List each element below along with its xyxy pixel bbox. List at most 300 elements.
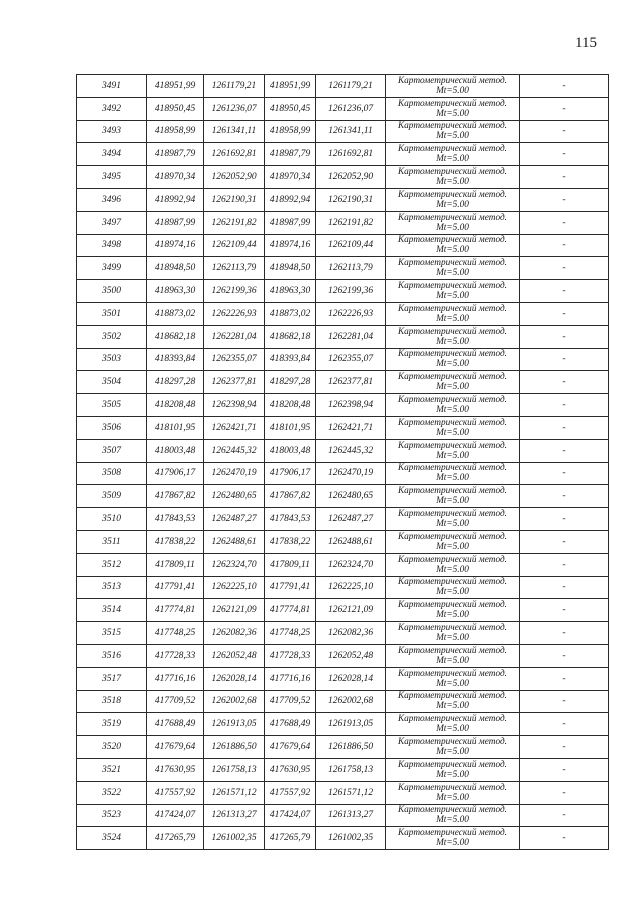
table-row bbox=[77, 758, 609, 781]
cell-y-new: 1261692,81 bbox=[316, 143, 386, 166]
cell-y-new: 1262225,10 bbox=[316, 576, 386, 599]
cell-y-existing: 1262487,27 bbox=[204, 508, 265, 531]
cell-x-existing: 418948,50 bbox=[147, 257, 204, 280]
cell-point-number: 3491 bbox=[77, 75, 147, 98]
cell-method bbox=[386, 280, 520, 303]
cell-y-existing: 1262480,65 bbox=[204, 485, 265, 508]
table-row bbox=[77, 667, 609, 690]
cell-point-number: 3510 bbox=[77, 508, 147, 531]
method-name: Картометрический метод. bbox=[397, 531, 508, 542]
cell-y-existing: 1262445,32 bbox=[204, 439, 265, 462]
method-accuracy: Mt=5.00 bbox=[436, 268, 469, 279]
cell-point-number: 3496 bbox=[77, 188, 147, 211]
cell-x-new: 417265,79 bbox=[265, 827, 316, 850]
cell-y-new: 1262281,04 bbox=[316, 325, 386, 348]
table-row bbox=[77, 188, 609, 211]
table-row bbox=[77, 530, 609, 553]
cell-x-existing: 418393,84 bbox=[147, 348, 204, 371]
cell-y-existing: 1262028,14 bbox=[204, 667, 265, 690]
cell-x-new: 418950,45 bbox=[265, 97, 316, 120]
cell-point-number: 3521 bbox=[77, 758, 147, 781]
cell-y-new: 1262190,31 bbox=[316, 188, 386, 211]
cell-y-new: 1261758,13 bbox=[316, 758, 386, 781]
cell-y-new: 1261236,07 bbox=[316, 97, 386, 120]
method-accuracy: Mt=5.00 bbox=[436, 382, 469, 393]
cell-y-new: 1261179,21 bbox=[316, 75, 386, 98]
cell-description: - bbox=[520, 143, 609, 166]
method-accuracy: Mt=5.00 bbox=[436, 678, 469, 689]
cell-x-existing: 417838,22 bbox=[147, 530, 204, 553]
cell-x-existing: 418101,95 bbox=[147, 416, 204, 439]
cell-x-new: 418951,99 bbox=[265, 75, 316, 98]
cell-description: - bbox=[520, 439, 609, 462]
cell-description: - bbox=[520, 576, 609, 599]
cell-point-number: 3497 bbox=[77, 211, 147, 234]
method-accuracy: Mt=5.00 bbox=[436, 245, 469, 256]
cell-x-existing: 418873,02 bbox=[147, 302, 204, 325]
cell-point-number: 3507 bbox=[77, 439, 147, 462]
cell-x-new: 417557,92 bbox=[265, 781, 316, 804]
cell-x-new: 418208,48 bbox=[265, 394, 316, 417]
cell-method bbox=[386, 462, 520, 485]
cell-y-existing: 1261313,27 bbox=[204, 804, 265, 827]
cell-point-number: 3498 bbox=[77, 234, 147, 257]
table-row bbox=[77, 120, 609, 143]
cell-y-existing: 1261236,07 bbox=[204, 97, 265, 120]
cell-method bbox=[386, 804, 520, 827]
cell-method bbox=[386, 120, 520, 143]
method-accuracy: Mt=5.00 bbox=[436, 541, 469, 552]
cell-method bbox=[386, 302, 520, 325]
cell-y-new: 1261886,50 bbox=[316, 736, 386, 759]
cell-description: - bbox=[520, 736, 609, 759]
cell-method bbox=[386, 553, 520, 576]
method-accuracy: Mt=5.00 bbox=[436, 838, 469, 849]
cell-x-existing: 418208,48 bbox=[147, 394, 204, 417]
cell-x-existing: 417906,17 bbox=[147, 462, 204, 485]
cell-description: - bbox=[520, 713, 609, 736]
cell-x-new: 417709,52 bbox=[265, 690, 316, 713]
method-name: Картометрический метод. bbox=[397, 167, 508, 178]
cell-y-existing: 1261341,11 bbox=[204, 120, 265, 143]
cell-method bbox=[386, 781, 520, 804]
method-accuracy: Mt=5.00 bbox=[436, 747, 469, 757]
table-row bbox=[77, 713, 609, 736]
method-accuracy: Mt=5.00 bbox=[436, 199, 469, 210]
cell-y-existing: 1262421,71 bbox=[204, 416, 265, 439]
table-row bbox=[77, 804, 609, 827]
method-accuracy: Mt=5.00 bbox=[436, 519, 469, 530]
method-accuracy: Mt=5.00 bbox=[436, 450, 469, 461]
method-name: Картометрический метод. bbox=[397, 349, 508, 360]
method-name: Картометрический метод. bbox=[397, 395, 508, 406]
cell-description: - bbox=[520, 644, 609, 667]
cell-method bbox=[386, 75, 520, 98]
cell-description: - bbox=[520, 804, 609, 827]
table-row bbox=[77, 348, 609, 371]
method-accuracy: Mt=5.00 bbox=[436, 427, 469, 438]
method-name: Картометрический метод. bbox=[397, 235, 508, 246]
method-name: Картометрический метод. bbox=[397, 189, 508, 200]
table-row bbox=[77, 234, 609, 257]
cell-y-existing: 1261913,05 bbox=[204, 713, 265, 736]
cell-point-number: 3522 bbox=[77, 781, 147, 804]
cell-description: - bbox=[520, 416, 609, 439]
cell-point-number: 3515 bbox=[77, 622, 147, 645]
cell-x-existing: 417809,11 bbox=[147, 553, 204, 576]
method-name: Картометрический метод. bbox=[397, 440, 508, 451]
cell-x-existing: 418951,99 bbox=[147, 75, 204, 98]
cell-x-new: 417424,07 bbox=[265, 804, 316, 827]
cell-x-existing: 417867,82 bbox=[147, 485, 204, 508]
cell-y-new: 1262002,68 bbox=[316, 690, 386, 713]
table-row bbox=[77, 508, 609, 531]
cell-x-existing: 417557,92 bbox=[147, 781, 204, 804]
method-name: Картометрический метод. bbox=[397, 645, 508, 656]
cell-y-new: 1262487,27 bbox=[316, 508, 386, 531]
cell-y-new: 1262398,94 bbox=[316, 394, 386, 417]
cell-y-new: 1262470,19 bbox=[316, 462, 386, 485]
method-accuracy: Mt=5.00 bbox=[436, 405, 469, 416]
method-name: Картометрический метод. bbox=[397, 98, 508, 109]
method-accuracy: Mt=5.00 bbox=[436, 177, 469, 188]
cell-y-new: 1262480,65 bbox=[316, 485, 386, 508]
cell-y-existing: 1262470,19 bbox=[204, 462, 265, 485]
cell-method bbox=[386, 211, 520, 234]
cell-description: - bbox=[520, 508, 609, 531]
cell-x-new: 418987,99 bbox=[265, 211, 316, 234]
cell-method bbox=[386, 690, 520, 713]
cell-y-existing: 1262355,07 bbox=[204, 348, 265, 371]
cell-method bbox=[386, 576, 520, 599]
method-accuracy: Mt=5.00 bbox=[436, 291, 469, 302]
cell-x-new: 417867,82 bbox=[265, 485, 316, 508]
cell-y-new: 1261913,05 bbox=[316, 713, 386, 736]
method-name: Картометрический метод. bbox=[397, 554, 508, 565]
method-accuracy: Mt=5.00 bbox=[436, 815, 469, 826]
table-row bbox=[77, 576, 609, 599]
method-name: Картометрический метод. bbox=[397, 372, 508, 383]
cell-y-existing: 1261571,12 bbox=[204, 781, 265, 804]
method-name: Картометрический метод. bbox=[397, 121, 508, 132]
cell-point-number: 3499 bbox=[77, 257, 147, 280]
cell-description: - bbox=[520, 280, 609, 303]
cell-method bbox=[386, 827, 520, 850]
cell-point-number: 3509 bbox=[77, 485, 147, 508]
table-row bbox=[77, 553, 609, 576]
table-row bbox=[77, 736, 609, 759]
method-name: Картометрический метод. bbox=[397, 486, 508, 497]
cell-y-new: 1262113,79 bbox=[316, 257, 386, 280]
cell-y-new: 1262445,32 bbox=[316, 439, 386, 462]
cell-x-existing: 418682,18 bbox=[147, 325, 204, 348]
cell-description: - bbox=[520, 530, 609, 553]
cell-x-existing: 418987,99 bbox=[147, 211, 204, 234]
method-name: Картометрический метод. bbox=[397, 75, 508, 86]
coordinates-table-body bbox=[77, 75, 609, 850]
cell-point-number: 3517 bbox=[77, 667, 147, 690]
cell-description: - bbox=[520, 553, 609, 576]
method-name: Картометрический метод. bbox=[397, 714, 508, 725]
cell-x-existing: 418987,79 bbox=[147, 143, 204, 166]
method-name: Картометрический метод. bbox=[397, 577, 508, 588]
table-row bbox=[77, 325, 609, 348]
cell-point-number: 3523 bbox=[77, 804, 147, 827]
cell-point-number: 3519 bbox=[77, 713, 147, 736]
method-accuracy: Mt=5.00 bbox=[436, 359, 469, 370]
cell-y-existing: 1262190,31 bbox=[204, 188, 265, 211]
cell-method bbox=[386, 439, 520, 462]
cell-y-new: 1262028,14 bbox=[316, 667, 386, 690]
cell-description: - bbox=[520, 758, 609, 781]
cell-point-number: 3520 bbox=[77, 736, 147, 759]
method-name: Картометрический метод. bbox=[397, 623, 508, 634]
cell-point-number: 3494 bbox=[77, 143, 147, 166]
method-accuracy: Mt=5.00 bbox=[436, 701, 469, 712]
cell-x-existing: 417748,25 bbox=[147, 622, 204, 645]
table-row bbox=[77, 143, 609, 166]
cell-method bbox=[386, 485, 520, 508]
cell-description: - bbox=[520, 348, 609, 371]
cell-y-existing: 1261179,21 bbox=[204, 75, 265, 98]
cell-y-new: 1262488,61 bbox=[316, 530, 386, 553]
table-row bbox=[77, 211, 609, 234]
cell-x-existing: 418297,28 bbox=[147, 371, 204, 394]
cell-x-new: 418873,02 bbox=[265, 302, 316, 325]
cell-x-new: 417679,64 bbox=[265, 736, 316, 759]
cell-method bbox=[386, 622, 520, 645]
cell-method bbox=[386, 348, 520, 371]
method-accuracy: Mt=5.00 bbox=[436, 473, 469, 484]
cell-y-existing: 1262324,70 bbox=[204, 553, 265, 576]
cell-description: - bbox=[520, 485, 609, 508]
cell-point-number: 3503 bbox=[77, 348, 147, 371]
cell-point-number: 3524 bbox=[77, 827, 147, 850]
cell-description: - bbox=[520, 211, 609, 234]
cell-y-new: 1262052,90 bbox=[316, 166, 386, 189]
cell-point-number: 3514 bbox=[77, 599, 147, 622]
cell-x-existing: 418003,48 bbox=[147, 439, 204, 462]
cell-x-new: 418003,48 bbox=[265, 439, 316, 462]
cell-x-new: 418970,34 bbox=[265, 166, 316, 189]
cell-x-existing: 418970,34 bbox=[147, 166, 204, 189]
table-row bbox=[77, 416, 609, 439]
coordinates-table bbox=[76, 74, 609, 850]
table-row bbox=[77, 302, 609, 325]
cell-x-existing: 417791,41 bbox=[147, 576, 204, 599]
cell-x-existing: 417265,79 bbox=[147, 827, 204, 850]
cell-method bbox=[386, 736, 520, 759]
method-accuracy: Mt=5.00 bbox=[436, 222, 469, 233]
cell-method bbox=[386, 166, 520, 189]
method-accuracy: Mt=5.00 bbox=[436, 633, 469, 644]
cell-point-number: 3511 bbox=[77, 530, 147, 553]
cell-x-new: 418393,84 bbox=[265, 348, 316, 371]
cell-y-existing: 1262199,36 bbox=[204, 280, 265, 303]
cell-y-existing: 1262226,93 bbox=[204, 302, 265, 325]
cell-y-new: 1262355,07 bbox=[316, 348, 386, 371]
cell-description: - bbox=[520, 257, 609, 280]
method-accuracy: Mt=5.00 bbox=[436, 610, 469, 621]
cell-point-number: 3513 bbox=[77, 576, 147, 599]
cell-x-existing: 417774,81 bbox=[147, 599, 204, 622]
cell-x-existing: 418992,94 bbox=[147, 188, 204, 211]
cell-x-new: 417728,33 bbox=[265, 644, 316, 667]
cell-description: - bbox=[520, 75, 609, 98]
cell-description: - bbox=[520, 667, 609, 690]
cell-y-existing: 1261692,81 bbox=[204, 143, 265, 166]
cell-description: - bbox=[520, 325, 609, 348]
cell-y-new: 1262191,82 bbox=[316, 211, 386, 234]
method-accuracy: Mt=5.00 bbox=[436, 313, 469, 324]
cell-point-number: 3508 bbox=[77, 462, 147, 485]
cell-point-number: 3505 bbox=[77, 394, 147, 417]
table-row bbox=[77, 371, 609, 394]
cell-y-existing: 1262121,09 bbox=[204, 599, 265, 622]
cell-method bbox=[386, 530, 520, 553]
cell-x-new: 417748,25 bbox=[265, 622, 316, 645]
table-row bbox=[77, 166, 609, 189]
cell-method bbox=[386, 257, 520, 280]
table-row bbox=[77, 280, 609, 303]
cell-x-new: 417688,49 bbox=[265, 713, 316, 736]
cell-description: - bbox=[520, 97, 609, 120]
cell-y-existing: 1262398,94 bbox=[204, 394, 265, 417]
cell-x-existing: 418963,30 bbox=[147, 280, 204, 303]
cell-description: - bbox=[520, 781, 609, 804]
method-name: Картометрический метод. bbox=[397, 463, 508, 474]
cell-y-existing: 1261886,50 bbox=[204, 736, 265, 759]
cell-point-number: 3506 bbox=[77, 416, 147, 439]
cell-point-number: 3495 bbox=[77, 166, 147, 189]
cell-x-new: 418974,16 bbox=[265, 234, 316, 257]
method-accuracy: Mt=5.00 bbox=[436, 724, 469, 735]
cell-y-existing: 1262281,04 bbox=[204, 325, 265, 348]
table-row bbox=[77, 781, 609, 804]
cell-y-new: 1262324,70 bbox=[316, 553, 386, 576]
table-row bbox=[77, 462, 609, 485]
cell-method bbox=[386, 143, 520, 166]
cell-description: - bbox=[520, 622, 609, 645]
table-row bbox=[77, 644, 609, 667]
cell-x-new: 418958,99 bbox=[265, 120, 316, 143]
cell-x-existing: 418950,45 bbox=[147, 97, 204, 120]
cell-y-new: 1261341,11 bbox=[316, 120, 386, 143]
table-row bbox=[77, 690, 609, 713]
cell-x-existing: 418974,16 bbox=[147, 234, 204, 257]
cell-x-new: 417630,95 bbox=[265, 758, 316, 781]
method-accuracy: Mt=5.00 bbox=[436, 792, 469, 803]
cell-method bbox=[386, 758, 520, 781]
cell-y-new: 1262226,93 bbox=[316, 302, 386, 325]
cell-x-existing: 417716,16 bbox=[147, 667, 204, 690]
method-name: Картометрический метод. bbox=[397, 759, 508, 770]
cell-x-existing: 417424,07 bbox=[147, 804, 204, 827]
cell-description: - bbox=[520, 599, 609, 622]
cell-x-new: 418297,28 bbox=[265, 371, 316, 394]
cell-point-number: 3492 bbox=[77, 97, 147, 120]
method-name: Картометрический метод. bbox=[397, 691, 508, 702]
table-row bbox=[77, 439, 609, 462]
table-row bbox=[77, 599, 609, 622]
method-accuracy: Mt=5.00 bbox=[436, 85, 469, 96]
cell-y-existing: 1262488,61 bbox=[204, 530, 265, 553]
cell-x-existing: 417728,33 bbox=[147, 644, 204, 667]
table-row bbox=[77, 827, 609, 850]
cell-x-existing: 417709,52 bbox=[147, 690, 204, 713]
cell-point-number: 3501 bbox=[77, 302, 147, 325]
table-row bbox=[77, 485, 609, 508]
cell-x-new: 418963,30 bbox=[265, 280, 316, 303]
cell-point-number: 3518 bbox=[77, 690, 147, 713]
cell-y-existing: 1262052,90 bbox=[204, 166, 265, 189]
method-name: Картометрический метод. bbox=[397, 258, 508, 269]
cell-x-new: 417906,17 bbox=[265, 462, 316, 485]
cell-y-existing: 1261758,13 bbox=[204, 758, 265, 781]
cell-description: - bbox=[520, 234, 609, 257]
method-name: Картометрический метод. bbox=[397, 805, 508, 816]
method-accuracy: Mt=5.00 bbox=[436, 769, 469, 780]
cell-description: - bbox=[520, 827, 609, 850]
cell-y-new: 1261313,27 bbox=[316, 804, 386, 827]
cell-description: - bbox=[520, 394, 609, 417]
method-accuracy: Mt=5.00 bbox=[436, 564, 469, 575]
cell-y-existing: 1262191,82 bbox=[204, 211, 265, 234]
cell-method bbox=[386, 416, 520, 439]
cell-method bbox=[386, 97, 520, 120]
cell-description: - bbox=[520, 302, 609, 325]
cell-x-new: 418682,18 bbox=[265, 325, 316, 348]
method-name: Картометрический метод. bbox=[397, 782, 508, 793]
cell-y-existing: 1262082,36 bbox=[204, 622, 265, 645]
cell-y-new: 1262199,36 bbox=[316, 280, 386, 303]
cell-point-number: 3500 bbox=[77, 280, 147, 303]
cell-description: - bbox=[520, 188, 609, 211]
page-number: 115 bbox=[575, 35, 597, 51]
cell-y-existing: 1262052,48 bbox=[204, 644, 265, 667]
cell-y-new: 1262082,36 bbox=[316, 622, 386, 645]
cell-point-number: 3516 bbox=[77, 644, 147, 667]
method-name: Картометрический метод. bbox=[397, 326, 508, 337]
table-row bbox=[77, 394, 609, 417]
cell-point-number: 3493 bbox=[77, 120, 147, 143]
cell-method bbox=[386, 599, 520, 622]
cell-y-new: 1261571,12 bbox=[316, 781, 386, 804]
method-name: Картометрический метод. bbox=[397, 303, 508, 314]
cell-x-new: 418987,79 bbox=[265, 143, 316, 166]
method-accuracy: Mt=5.00 bbox=[436, 336, 469, 347]
cell-x-existing: 417843,53 bbox=[147, 508, 204, 531]
method-name: Картометрический метод. bbox=[397, 212, 508, 223]
cell-x-new: 417809,11 bbox=[265, 553, 316, 576]
method-name: Картометрический метод. bbox=[397, 281, 508, 292]
method-name: Картометрический метод. bbox=[397, 668, 508, 679]
cell-x-existing: 417688,49 bbox=[147, 713, 204, 736]
cell-method bbox=[386, 188, 520, 211]
method-accuracy: Mt=5.00 bbox=[436, 587, 469, 598]
cell-method bbox=[386, 371, 520, 394]
method-name: Картометрический метод. bbox=[397, 828, 508, 839]
cell-method bbox=[386, 325, 520, 348]
cell-point-number: 3502 bbox=[77, 325, 147, 348]
cell-x-new: 418101,95 bbox=[265, 416, 316, 439]
cell-point-number: 3504 bbox=[77, 371, 147, 394]
cell-description: - bbox=[520, 166, 609, 189]
cell-method bbox=[386, 667, 520, 690]
cell-y-new: 1262052,48 bbox=[316, 644, 386, 667]
cell-x-existing: 418958,99 bbox=[147, 120, 204, 143]
cell-description: - bbox=[520, 371, 609, 394]
